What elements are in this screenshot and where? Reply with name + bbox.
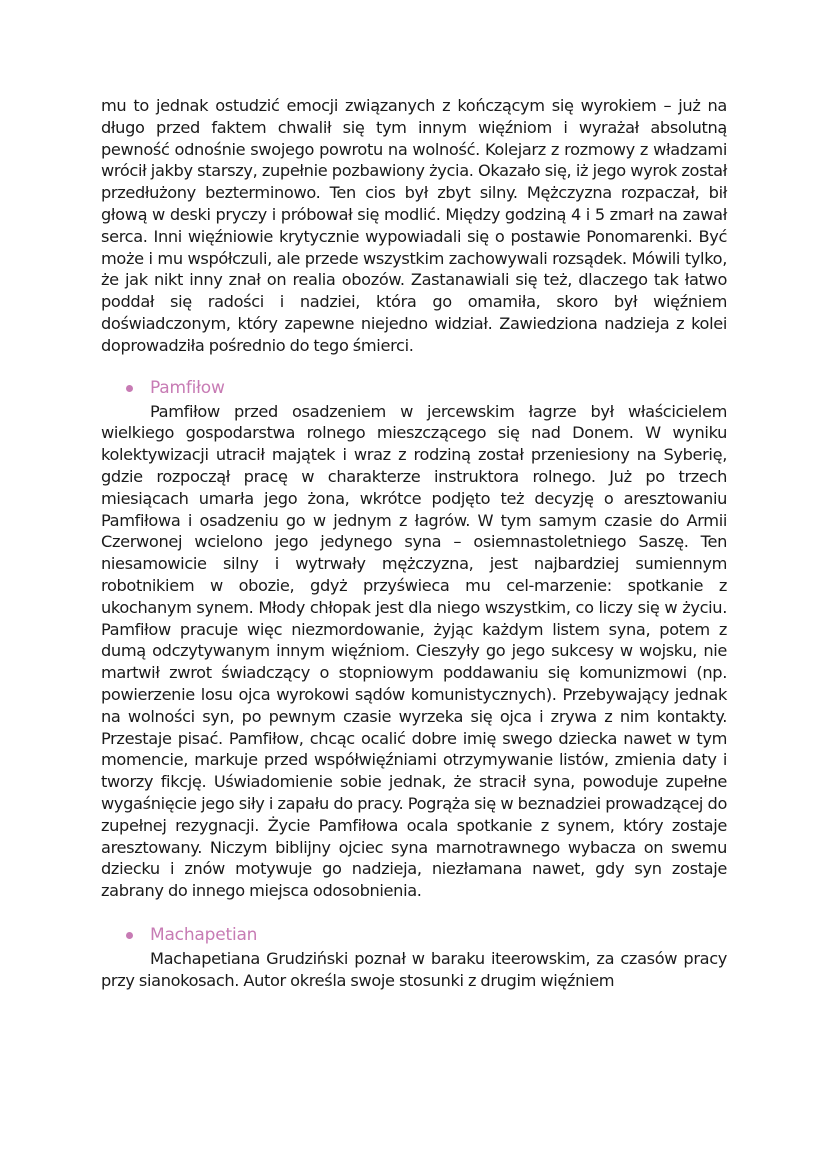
section-heading-label: Pamfiłow [150, 377, 225, 398]
section-paragraph-machapetian: Machapetiana Grudziński poznał w baraku iteerowskim, za czasów pracy przy sianokosach. Autor określa swoje stosunki z drugim więźniem [101, 948, 727, 990]
bullet-icon [126, 385, 133, 392]
section-machapetian [101, 924, 727, 992]
intro-paragraph: mu to jednak ostudzić emocji związanych z kończącym się wyrokiem – już na długo przed faktem chwalił się tym innym więźniom i wyrażał absolutną pewność odnośnie swojego powrotu na wolność. Kolejarz z rozmowy z władzami wrócił jakby starszy, zupełnie pozbawiony życia. Okazało się, iż jego wyrok został przedłużony bezterminowo. Ten cios był zbyt silny. Mężczyzna rozpaczał, bił głową w deski pryczy i próbował się modlić. Między godziną 4 i 5 zmarł na zawał serca. Inni więźniowie krytycznie wypowiadali się o postawie Ponomarenki. Być może i mu współczuli, ale przede wszystkim zachowywali rozsądek. Mówili tylko, że jak nikt inny znał on realia obozów. Zastanawiali się też, dlaczego tak łatwo poddał się radości i nadziei, która go omamiła, skoro był więźniem doświadczonym, który zapewne niejedno widział. Zawiedziona nadzieja z kolei doprowadziła pośrednio do tego śmierci. [101, 96, 727, 355]
document-body [101, 95, 727, 991]
section-paragraph-pamfilow: Pamfiłow przed osadzeniem w jercewskim łagrze był właścicielem wielkiego gospodarstwa rolnego mieszczącego się nad Donem. W wyniku kolektywizacji utracił majątek i wraz z rodziną został przeniesiony na Syberię, gdzie rozpoczął pracę w charakterze instruktora rolnego. Już po trzech miesiącach umarła jego żona, wkrótce podjęto też decyzję o aresztowaniu Pamfiłowa i osadzeniu go w jednym z łagrów. W tym samym czasie do Armii Czerwonej wcielono jego jedynego syna – osiemnastoletniego Saszę. Ten niesamowicie silny i wytrwały mężczyzna, jest najbardziej sumiennym robotnikiem w obozie, gdyż przyświeca mu cel-marzenie: spotkanie z ukochanym synem. Młody chłopak jest dla niego wszystkim, co liczy się w życiu. Pamfiłow pracuje więc niezmordowanie, żyjąc każdym listem syna, potem z dumą odczytywanym innym więźniom. Cieszyły go jego sukcesy w wojsku, nie martwił zwrot świadczący o stopniowym poddawaniu się komunizmowi (np. powierzenie losu ojca wyrokowi sądów komunistycznych). Przebywający jednak na wolności syn, po pewnym czasie wyrzeka się ojca i zrywa z nim kontakty. Przestaje pisać. Pamfiłow, chcąc ocalić dobre imię swego dziecka nawet w tym momencie, markuje przed współwięźniami otrzymywanie listów, zmienia daty i tworzy fikcję. Uświadomienie sobie jednak, że stracił syna, powoduje zupełne wygaśnięcie jego siły i zapału do pracy. Pogrąża się w beznadziei prowadzącej do zupełnej rezygnacji. Życie Pamfiłowa ocala spotkanie z synem, który zostaje aresztowany. Niczym biblijny ojciec syna marnotrawnego wybacza on swemu dziecku i znów motywuje go nadzieja, niezłamana nawet, gdy syn zostaje zabrany do innego miejsca odosobnienia. [101, 401, 727, 901]
section-heading-machapetian [101, 924, 727, 948]
section-pamfilow [101, 377, 727, 902]
section-heading-pamfilow [101, 377, 727, 401]
section-heading-label: Machapetian [150, 924, 258, 945]
bullet-icon [126, 932, 133, 939]
